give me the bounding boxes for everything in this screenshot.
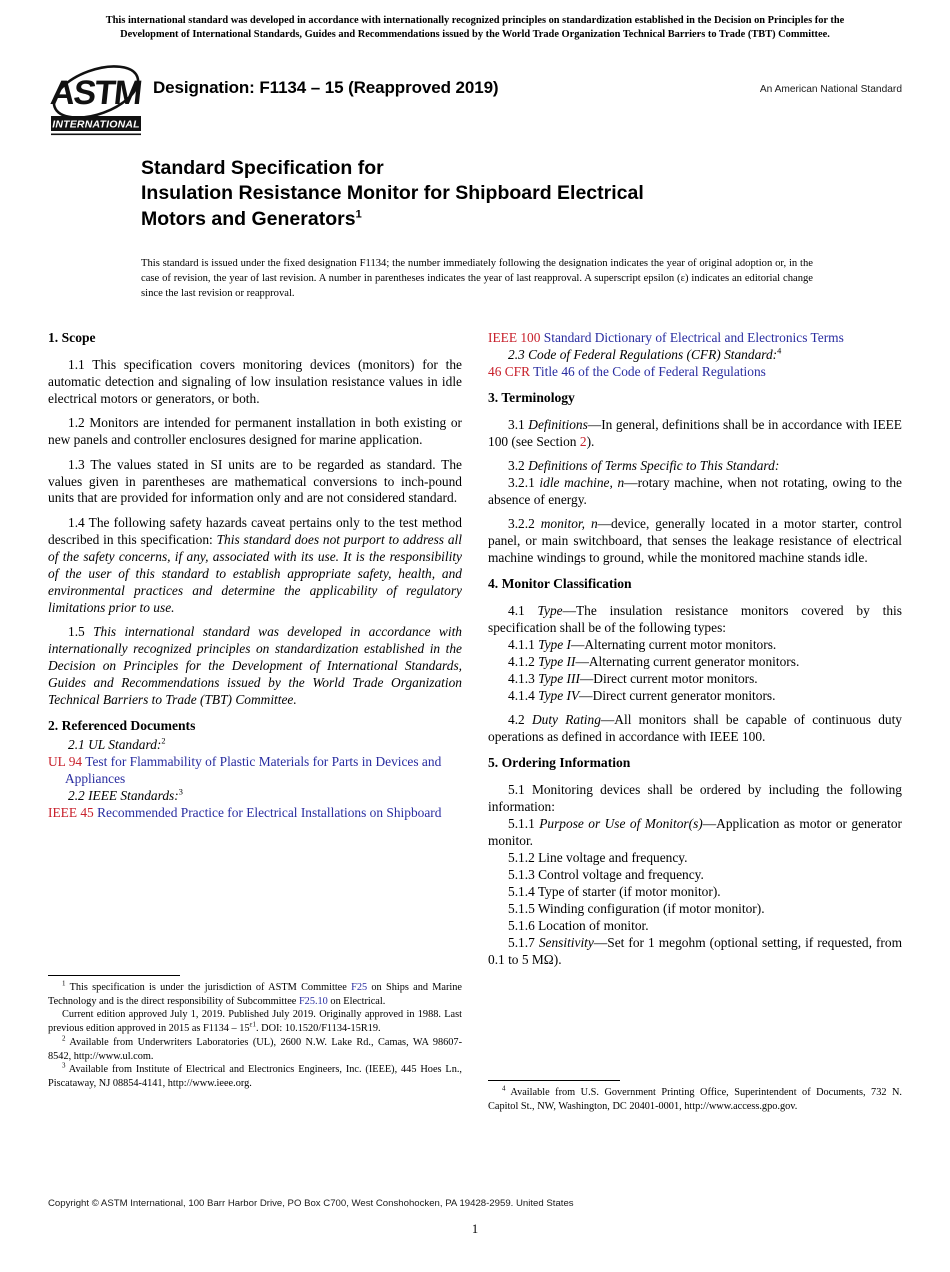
astm-logo [48, 62, 144, 138]
paragraph-5-1-6: 5.1.6 Location of monitor. [508, 917, 649, 933]
footnote-1-edition [48, 1008, 462, 1035]
paragraph-3-2-2 [488, 516, 902, 567]
paragraph-4-1-4-text: —Direct current generator monitors. [579, 687, 776, 703]
left-column [48, 330, 462, 822]
paragraph-4-1-1-number: 4.1.1 [508, 637, 539, 653]
footnote-1-marker: 1 [62, 979, 66, 988]
reference-ieee-45-title[interactable]: Recommended Practice for Electrical Installations on Shipboard [97, 805, 442, 821]
footnote-4-marker: 4 [502, 1084, 506, 1093]
section-heading-scope: 1. Scope [48, 330, 96, 345]
title-footnote-marker: 1 [355, 208, 362, 221]
title-line-3-text: Motors and Generators [141, 207, 356, 230]
paragraph-1-2: 1.2 Monitors are intended for permanent installation in both existing or new panels and controller enclosures designed for marine application. [48, 415, 462, 448]
section-heading-ordering-information: 5. Ordering Information [488, 755, 631, 771]
paragraph-5-1-1-text: —Application as motor or generator monitor. [488, 815, 902, 848]
reference-ieee-100-title[interactable]: Standard Dictionary of Electrical and Electronics Terms [543, 330, 844, 345]
paragraph-4-1-2-term: Type II [538, 653, 576, 669]
paragraph-3-2-text: Definitions of Terms Specific to This Standard: [528, 458, 780, 474]
paragraph-3-2-1-text: —rotary machine, when not rotating, owing to the absence of energy. [488, 475, 902, 507]
paragraph-3-1-section-link[interactable]: 2 [579, 433, 587, 449]
paragraph-5-1: 5.1 Monitoring devices shall be ordered by including the following information: [488, 782, 902, 814]
svg-text:ASTM: ASTM [48, 74, 143, 112]
reference-ieee-45[interactable] [48, 805, 462, 822]
paragraph-4-1-2-text: —Alternating current generator monitors. [575, 653, 800, 669]
paragraph-4-1-3-text: —Direct current motor monitors. [579, 670, 758, 686]
footnotes-right [488, 1080, 902, 1113]
paragraph-3-2-2-term: monitor, n [540, 516, 598, 532]
paragraph-3-2-2-number: 3.2.2 [508, 516, 541, 532]
footnotes-left [48, 975, 462, 1091]
reference-ul-94-title[interactable]: Test for Flammability of Plastic Materials for Parts in Devices and Appliances [65, 754, 442, 787]
section-heading-referenced-documents: 2. Referenced Documents [48, 717, 196, 733]
paragraph-5-1-4: 5.1.4 Type of starter (if motor monitor). [508, 883, 721, 899]
paragraph-4-2-number: 4.2 [508, 712, 532, 728]
paragraph-1-4-plain: 1.4 The following safety hazards caveat pertains only to the test method described in this specification: [48, 514, 462, 547]
paragraph-4-1-4-number: 4.1.4 [508, 687, 539, 703]
paragraph-3-1-number: 3.1 [508, 416, 529, 432]
paragraph-4-1-number: 4.1 [508, 603, 538, 619]
page-number: 1 [471, 1222, 479, 1236]
paragraph-4-1-4-term: Type IV [538, 687, 580, 703]
subsection-2-1 [48, 737, 462, 754]
paragraph-4-1-3-number: 4.1.3 [508, 670, 539, 686]
paragraph-1-3: 1.3 The values stated in SI units are to be regarded as standard. The values given in parentheses are mathematical conversions to inch-pound units that are provided for information only and are not considered standard. [48, 456, 462, 506]
reference-46-cfr-number[interactable]: 46 CFR [488, 363, 531, 379]
footnote-1-part-c: on Electrical. [327, 995, 386, 1007]
paragraph-4-1-2-number: 4.1.2 [508, 653, 539, 669]
title-line-3 [141, 207, 841, 232]
paragraph-4-1-2 [488, 654, 902, 671]
tbt-banner-line2: Development of International Standards, Guides and Recommendations issued by the World Trade Organization Technical Barriers to Trade (TBT) Committee. [120, 29, 830, 41]
paragraph-3-1-text-a: —In general, definitions shall be in accordance with IEEE 100 (see Section [488, 416, 902, 449]
right-column [488, 330, 902, 969]
paragraph-3-1-term: Definitions [528, 416, 588, 432]
paragraph-5-1-5: 5.1.5 Winding configuration (if motor monitor). [508, 900, 765, 916]
paragraph-4-2-text: —All monitors shall be capable of continuous duty operations as defined in accordance with IEEE 100. [488, 712, 902, 745]
paragraph-4-1-1-term: Type I [538, 637, 571, 653]
reference-ieee-100[interactable] [488, 330, 902, 347]
paragraph-1-1: 1.1 This specification covers monitoring devices (monitors) for the automatic detection and signaling of low insulation resistance values in idle electrical motors or generators, or both. [48, 356, 462, 406]
paragraph-3-1-text-b: ). [586, 433, 595, 449]
paragraph-4-2 [488, 712, 902, 746]
reference-ieee-100-number[interactable]: IEEE 100 [488, 330, 541, 345]
subsection-2-3 [488, 347, 902, 364]
footnote-2-text: Available from Underwriters Laboratories (UL), 2600 N.W. Lake Rd., Camas, WA 98607-8542, http://www.ul.com. [48, 1036, 462, 1062]
reference-ul-94-number[interactable]: UL 94 [48, 754, 83, 770]
paragraph-4-1-3 [488, 671, 902, 688]
astm-logo-subtext: INTERNATIONAL [52, 118, 140, 131]
footnote-1 [48, 981, 462, 1008]
paragraph-4-1-3-term: Type III [538, 670, 580, 686]
paragraph-3-2-number: 3.2 [508, 458, 529, 474]
designation-label: Designation: F1134 – 15 (Reapproved 2019) [153, 78, 499, 97]
footnote-1-link-f25[interactable]: F25 [351, 982, 368, 993]
copyright-notice: Copyright © ASTM International, 100 Barr Harbor Drive, PO Box C700, West Conshohocken, PA 19428-2959. United States [48, 1198, 574, 1209]
page-title [141, 156, 841, 232]
reference-ieee-45-number[interactable]: IEEE 45 [48, 805, 94, 821]
subsection-2-2-label: 2.2 IEEE Standards: [68, 788, 179, 804]
footnote-3-marker: 3 [62, 1061, 66, 1070]
footnote-2 [48, 1036, 462, 1063]
paragraph-3-2-1 [488, 475, 902, 509]
title-line-1: Standard Specification for [141, 157, 384, 179]
paragraph-5-1-7-text: —Set for 1 megohm (optional setting, if requested, from 0.1 to 5 MΩ). [488, 934, 902, 967]
paragraph-4-1 [488, 603, 902, 637]
footnote-1-edition-doi: . DOI: 10.1520/F1134-15R19. [255, 1023, 381, 1035]
footnote-1-part-a: This specification is under the jurisdiction of ASTM Committee [65, 982, 352, 993]
paragraph-5-1-7-term: Sensitivity [538, 934, 594, 950]
paragraph-5-1-7-number: 5.1.7 [508, 934, 539, 950]
subsection-2-3-label: 2.3 Code of Federal Regulations (CFR) Standard: [508, 346, 778, 362]
paragraph-1-5 [48, 624, 462, 709]
paragraph-5-1-7 [488, 935, 902, 969]
footnote-1-edition-text: Current edition approved July 1, 2019. Published July 2019. Originally approved in 1988. Last previous edition approved in 2015 as F1134 – 15 [48, 1009, 462, 1035]
footnote-3-text: Available from Institute of Electrical and Electronics Engineers, Inc. (IEEE), 445 Hoes Ln., Piscataway, NJ 08854-4141, http://www.ieee.org. [48, 1064, 462, 1090]
reference-ul-94[interactable] [48, 754, 462, 788]
paragraph-3-2-1-term: idle machine, n [539, 475, 625, 491]
paragraph-3-1 [488, 417, 902, 451]
paragraph-1-5-text: This international standard was developed in accordance with internationally recognized principles on standardization established in the Decision on Principles for the Development of International Standards, Guides and Recommendations issued by the World Trade Organization Technical Barriers to Trade (TBT) Committee. [48, 624, 462, 707]
paragraph-4-1-4 [488, 688, 902, 705]
footnote-1-part-b: on Ships and Marine Technology and is the direct responsibility of Subcommittee [48, 982, 462, 1007]
footnote-2-marker: 2 [62, 1034, 66, 1043]
footnote-3 [48, 1063, 462, 1090]
paragraph-5-1-1 [488, 816, 902, 850]
paragraph-5-1-1-term: Purpose or Use of Monitor(s) [539, 815, 703, 831]
section-heading-monitor-classification: 4. Monitor Classification [488, 576, 632, 592]
paragraph-4-2-term: Duty Rating [531, 712, 601, 728]
american-national-standard-label: An American National Standard [759, 84, 902, 95]
reference-46-cfr-title[interactable]: Title 46 of the Code of Federal Regulations [533, 363, 766, 379]
paragraph-1-5-number: 1.5 [68, 624, 94, 640]
paragraph-1-4 [48, 515, 462, 617]
subsection-2-2-footnote: 3 [178, 787, 183, 797]
footnote-4 [488, 1086, 902, 1113]
footnote-1-link-f2510[interactable]: F25.10 [298, 995, 328, 1007]
subsection-2-1-footnote: 2 [161, 736, 166, 746]
paragraph-4-1-1 [488, 637, 902, 654]
reference-46-cfr[interactable] [488, 364, 902, 381]
paragraph-4-1-text: —The insulation resistance monitors covered by this specification shall be of the following types: [488, 603, 902, 636]
paragraph-5-1-1-number: 5.1.1 [508, 815, 540, 831]
subsection-2-1-label: 2.1 UL Standard: [68, 737, 162, 753]
document-header [48, 62, 902, 140]
subsection-2-2 [48, 788, 462, 805]
footnote-4-text: Available from U.S. Government Printing Office, Superintendent of Documents, 732 N. Capitol St., NW, Washington, DC 20401-0001, http://www.access.gpo.gov. [488, 1087, 902, 1112]
paragraph-3-2-2-text: —device, generally located in a motor starter, control panel, or main switchboard, that senses the leakage resistance of electrical machine windings to ground, while the monitored machine stands idle. [488, 516, 902, 566]
footnote-rule-right [488, 1080, 620, 1081]
paragraph-4-1-term: Type [537, 603, 563, 619]
subsection-2-3-footnote: 4 [777, 346, 782, 356]
footnote-1-edition-epsilon: ε1 [249, 1020, 256, 1029]
paragraph-3-2-1-number: 3.2.1 [508, 475, 540, 491]
paragraph-5-1-2: 5.1.2 Line voltage and frequency. [508, 849, 688, 865]
paragraph-5-1-3: 5.1.3 Control voltage and frequency. [508, 866, 704, 882]
issue-note: This standard is issued under the fixed designation F1134; the number immediately following the designation indicates the year of original adoption or, in the case of revision, the year of last revision. A number in parentheses indicates the year of last reapproval. A superscript epsilon (ε) indicates an editorial change since the last revision or reapproval. [141, 258, 813, 300]
tbt-banner-line1: This international standard was developed in accordance with internationally recognized principles on standardization established in the Decision on Principles for the [105, 15, 845, 26]
footnote-rule-left [48, 975, 180, 976]
section-heading-terminology: 3. Terminology [488, 389, 575, 405]
title-line-2: Insulation Resistance Monitor for Shipboard Electrical [141, 182, 644, 205]
paragraph-1-4-caveat: This standard does not purport to address all of the safety concerns, if any, associated with its use. It is the responsibility of the user of this standard to establish appropriate safety, health, and environmental practices and determine the applicability of regulatory limitations prior to use. [48, 531, 463, 615]
paragraph-4-1-1-text: —Alternating current motor monitors. [570, 637, 777, 653]
paragraph-3-2 [488, 458, 902, 475]
tbt-banner [48, 14, 902, 43]
